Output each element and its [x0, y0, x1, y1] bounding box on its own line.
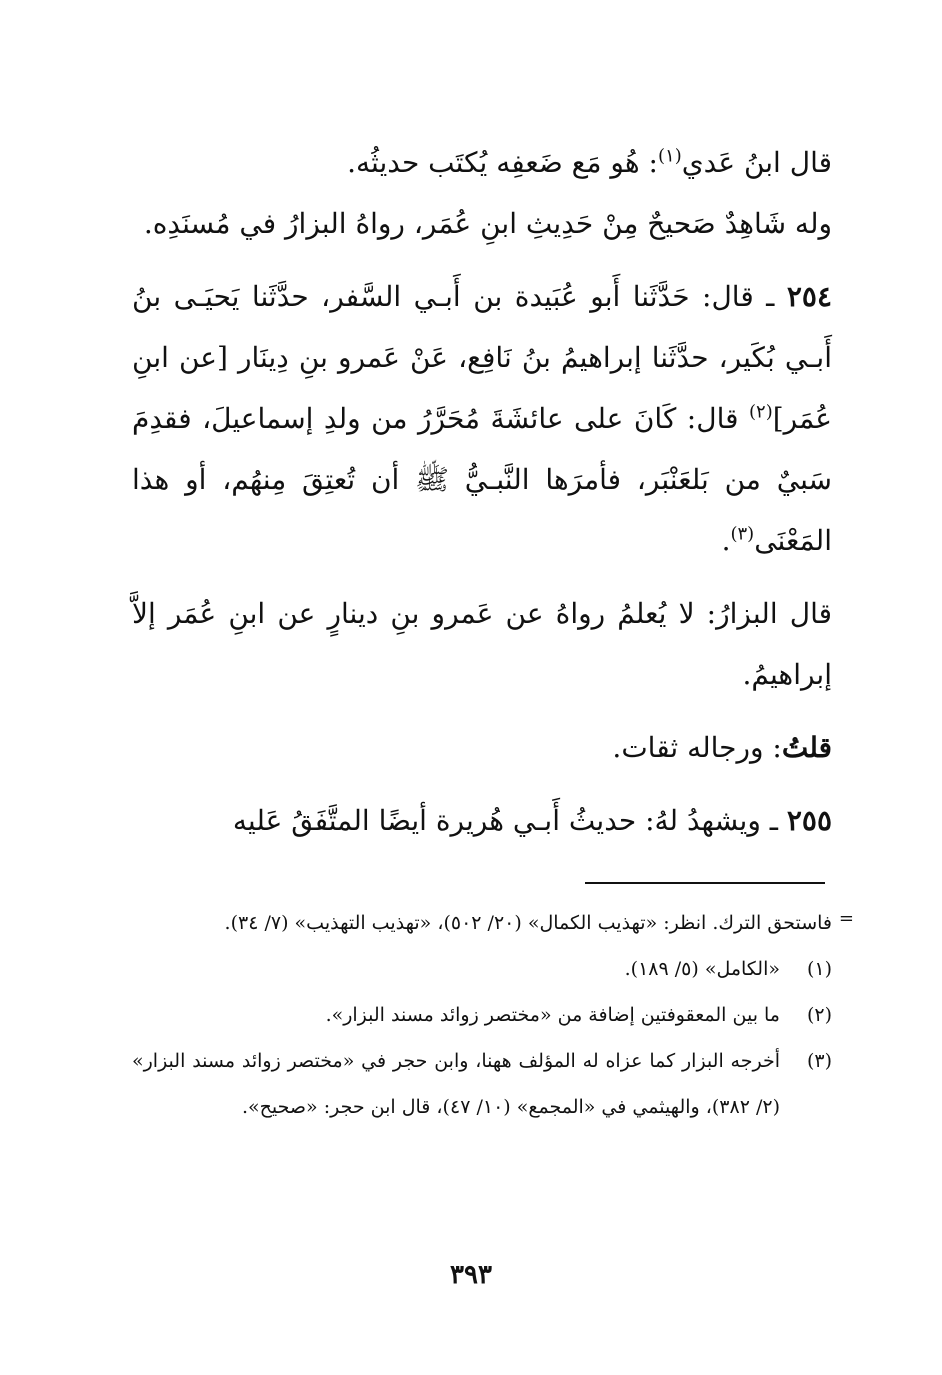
- footnote-2: [132, 992, 832, 1038]
- footnote-3-text: أخرجه البزار كما عزاه له المؤلف ههنا، وابن حجر في «مختصر زوائد مسند البزار» (٢/ ٣٨٢)، والهيثمي في «المجمع» (١٠/ ٤٧)، قال ابن حجر: «صحيح».: [132, 1050, 780, 1118]
- footnote-ref-1: (١): [657, 145, 682, 167]
- hadith-254-number: ٢٥٤: [786, 280, 832, 313]
- hadith-255: [132, 790, 832, 851]
- footnote-ref-3: (٣): [730, 523, 755, 545]
- footnote-3-marker: (٣): [806, 1050, 832, 1072]
- footnotes: [132, 900, 832, 1130]
- paragraph-ibn-adi-text: قال ابنُ عَدي: [681, 146, 832, 179]
- hadith-255-text: ـ ويشهدُ لهُ: حديثُ أَبـي هُريرة أيضًا المتَّفَقُ عَليه: [232, 804, 787, 837]
- footnote-ref-2: (٢): [748, 401, 773, 423]
- footnote-2-text: ما بين المعقوفتين إضافة من «مختصر زوائد مسند البزار».: [325, 1004, 780, 1026]
- footnote-1-text: «الكامل» (٥/ ١٨٩).: [624, 958, 780, 980]
- page-number: ٣٩٣: [450, 1260, 492, 1290]
- paragraph-ibn-adi: [132, 132, 832, 193]
- footnote-1-marker: (١): [806, 958, 832, 980]
- hadith-254-text-a: ـ قال: حَدَّثَنا أَبو عُبَيدة بن أَبـي السَّفر، حدَّثَنا يَحيَـى بنُ أَبـي بُكَير، حدَّثَنا إبراهيمُ بنُ نَافِع، عَنْ عَمرو بنِ دِينَار [عن ابنِ عُمَر]: [132, 280, 832, 435]
- paragraph-bazzar: قال البزارُ: لا يُعلمُ رواهُ عن عَمرو بنِ دينارٍ عن ابنِ عُمَر إلاَّ إبراهيمُ.: [132, 597, 832, 691]
- hadith-254-text-c: .: [721, 524, 731, 557]
- qultu-label: قلتُ: [781, 731, 832, 764]
- hadith-254-text-b: قال: كَانَ على عائشَةَ مُحَرَّرُ من ولدِ إسماعيلَ، فقدِمَ سَبيٌ من بَلعَنْبَر، فأمرَها النَّبـيُّ ﷺ أن تُعتِقَ مِنهُم، أو هذا المَعْنَى: [132, 402, 832, 557]
- paragraph-qultu: [132, 717, 832, 778]
- paragraph-shahid: وله شَاهِدٌ صَحيحٌ مِنْ حَدِيثِ ابنِ عُمَر، رواهُ البزارُ في مُسنَدِه.: [143, 207, 832, 240]
- qultu-text: : ورجاله ثقات.: [612, 731, 782, 764]
- hadith-254: [132, 266, 832, 571]
- footnote-carry-mark: =: [838, 908, 854, 929]
- footnote-2-marker: (٢): [806, 1004, 832, 1026]
- hadith-255-number: ٢٥٥: [786, 804, 832, 837]
- paragraph-ibn-adi-rest: : هُو مَع ضَعفِه يُكتَب حديثُه.: [347, 146, 658, 179]
- main-text: [132, 132, 832, 851]
- footnote-1: [132, 946, 832, 992]
- footnote-3: [132, 1038, 832, 1130]
- footnote-separator: [585, 882, 825, 884]
- footnote-carryover: فاستحق الترك. انظر: «تهذيب الكمال» (٢٠/ ٥٠٢)، «تهذيب التهذيب» (٧/ ٣٤).: [224, 912, 832, 934]
